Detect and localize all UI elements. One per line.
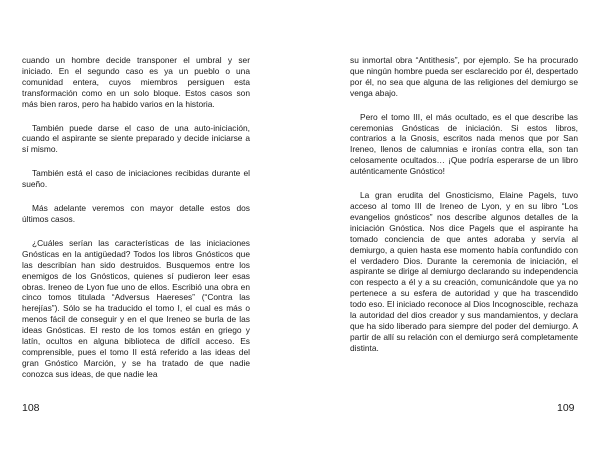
page-number-right: 109 <box>557 402 575 414</box>
paragraph: También está el caso de iniciaciones recibidas durante el sueño. <box>22 168 250 190</box>
paragraph: Más adelante veremos con mayor detalle estos dos últimos casos. <box>22 203 250 224</box>
paragraph: su inmortal obra “Antithesis”, por ejemplo. Se ha procurado que ningún hombre pueda ser esclarecido por él, despertado por él, no sea que alguna de las religiones del demiurgo se venga abajo. <box>350 55 578 98</box>
paragraph: También puede darse el caso de una auto-iniciación, cuando el aspirante se siente preparado y decide iniciarse a sí mismo. <box>22 122 250 155</box>
page-number-left: 108 <box>22 402 40 414</box>
right-page-text <box>350 55 578 367</box>
paragraph: cuando un hombre decide transponer el umbral y ser iniciado. En el segundo caso es ya un pueblo o una comunidad entera, cuyos miembros persiguen esta transformación como en un solo bloque. Estos casos son más bien raros, pero ha habido varios en la historia. <box>22 55 250 109</box>
left-page-text <box>22 55 250 393</box>
paragraph: Pero el tomo III, el más ocultado, es el que describe las ceremonias Gnósticas de iniciación. Si estos libros, contrarios a la Gnosis, escritos nada menos que por San Ireneo, llenos de calumnias e ironías contra ella, son tan celosamente ocultados… ¡Que podría esperarse de un libro auténticamente Gnóstico! <box>350 111 578 177</box>
paragraph: La gran erudita del Gnosticismo, Elaine Pagels, tuvo acceso al tomo III de Ireneo de Lyon, y en su libro “Los evangelios gnósticos” nos describe algunos detalles de la iniciación Gnóstica. Nos dice Pagels que el aspirante ha tomado conciencia de que antes adoraba y servía al demiurgo, a quien hasta ese momento había confundido con el verdadero Dios. Durante la ceremonia de iniciación, el aspirante se dirige al demiurgo declarando su independencia con respecto a él y a su creación, comunicándole que ya no pertenece a su esfera de autoridad y que ha trascendido todo eso. El iniciado reconoce al Dios Incognoscible, rechaza la autoridad del dios creador y sus mandamientos, y declara que ha sido liberado para siempre del poder del demiurgo. A partir de allí su relación con el demiurgo será completamente distinta. <box>350 190 578 353</box>
paragraph: ¿Cuáles serían las características de las iniciaciones Gnósticas en la antigüedad? Todos los libros Gnósticos que las describían han sido destruidos. Busquemos entre los enemigos de los Gnósticos, quienes sí pudieron leer esas obras. Ireneo de Lyon fue uno de ellos. Escribió una obra en cinco tomos titulada “Adversus Haereses” (“Contra las herejías”). Sólo se ha traducido el tomo I, el cual es más o menos fácil de conseguir y en el que Ireneo se burla de las ideas Gnósticas. El resto de los tomos están en griego y latín, ocultos en alguna biblioteca de difícil acceso. Es comprensible, pues el tomo II está referido a las ideas del gran Gnóstico Marción, y se ha tratado de que nadie conozca sus ideas, de que nadie lea <box>22 237 250 379</box>
